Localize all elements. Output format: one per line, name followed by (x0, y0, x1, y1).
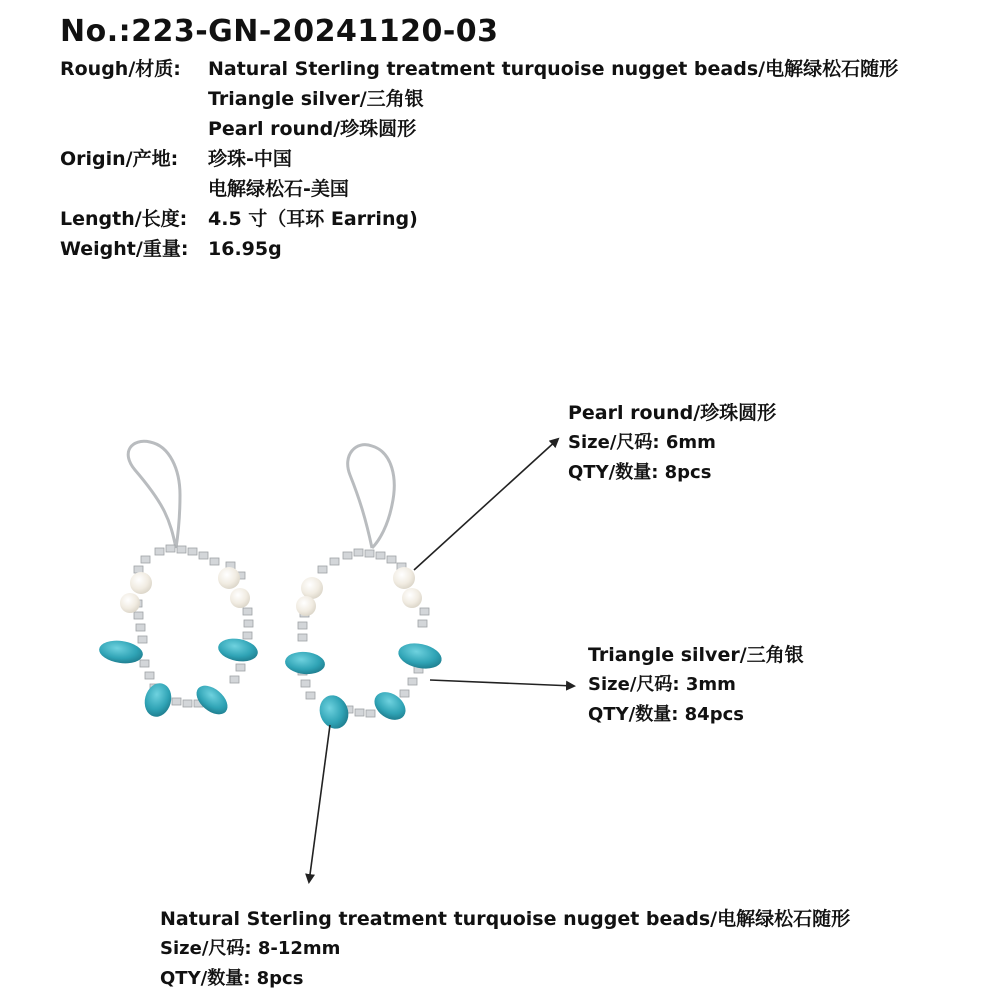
right-pearl-3 (393, 567, 415, 589)
pearl-callout-qty: QTY/数量: 8pcs (568, 462, 712, 483)
left-turquoise-1 (98, 638, 145, 666)
silver-callout (588, 640, 804, 730)
weight-label: Weight/重量: (60, 238, 189, 260)
left-pearl-3 (218, 567, 240, 589)
left-earring (98, 441, 260, 720)
pearl-callout-size: Size/尺码: 6mm (568, 432, 716, 453)
left-earring-hook (128, 441, 180, 548)
right-pearl-2 (296, 596, 316, 616)
length-value: 4.5 寸（耳环 Earring) (208, 208, 418, 230)
left-pearl-4 (230, 588, 250, 608)
rough-value-turquoise: Natural Sterling treatment turquoise nugget beads/电解绿松石随形 (208, 58, 899, 80)
silver-callout-arrow (430, 680, 574, 686)
left-pearl-2 (120, 593, 140, 613)
origin-value-pearl: 珍珠-中国 (208, 148, 292, 170)
right-earring-hook (348, 445, 395, 548)
pearl-callout-arrow (414, 439, 558, 570)
right-pearl-4 (402, 588, 422, 608)
silver-callout-qty: QTY/数量: 84pcs (588, 704, 744, 725)
pearl-callout (568, 398, 776, 488)
silver-callout-size: Size/尺码: 3mm (588, 674, 736, 695)
turquoise-callout-arrow (309, 725, 330, 882)
rough-value-pearl: Pearl round/珍珠圆形 (208, 118, 417, 140)
pearl-callout-name: Pearl round/珍珠圆形 (568, 402, 777, 424)
turquoise-callout-name: Natural Sterling treatment turquoise nugget beads/电解绿松石随形 (160, 908, 851, 930)
right-pearl-1 (301, 577, 323, 599)
product-number-title: No.:223-GN-20241120-03 (60, 14, 499, 49)
right-turquoise-1 (284, 650, 326, 675)
right-earring (284, 445, 444, 733)
weight-value: 16.95g (208, 238, 282, 260)
origin-value-turquoise: 电解绿松石-美国 (208, 178, 349, 200)
silver-callout-name: Triangle silver/三角银 (588, 644, 804, 666)
length-label: Length/长度: (60, 208, 188, 230)
left-turquoise-4 (216, 636, 259, 665)
left-turquoise-2 (141, 680, 175, 720)
turquoise-callout-qty: QTY/数量: 8pcs (160, 968, 304, 989)
right-turquoise-2 (315, 691, 353, 733)
right-turquoise-4 (396, 640, 444, 673)
turquoise-callout (160, 904, 850, 994)
left-pearl-1 (130, 572, 152, 594)
rough-label: Rough/材质: (60, 58, 181, 80)
origin-label: Origin/产地: (60, 148, 179, 170)
turquoise-callout-size: Size/尺码: 8-12mm (160, 938, 341, 959)
rough-value-silver: Triangle silver/三角银 (208, 88, 424, 110)
